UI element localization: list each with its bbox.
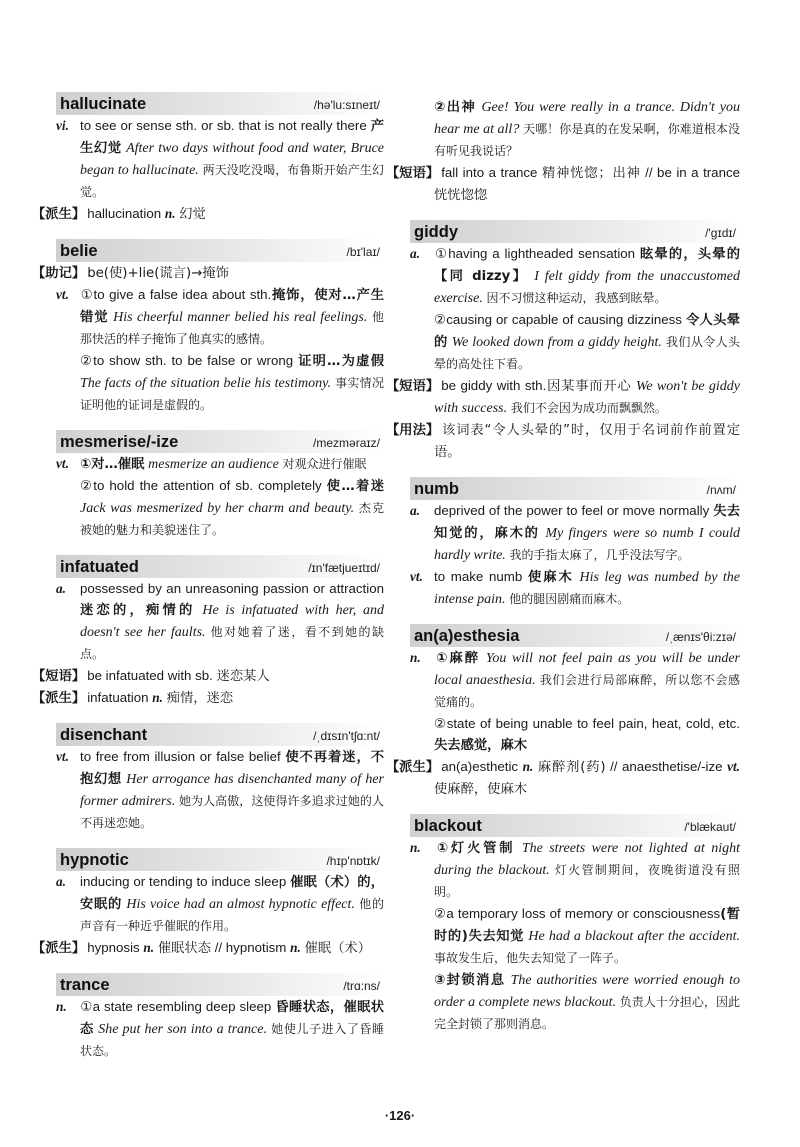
- derivation: 【派生】 an(a)esthetic n. 麻醉剂(药) // anaesthetise/-ize vt. 使麻醉，使麻木: [410, 756, 740, 800]
- phonetic: /ˌdɪsɪn'tʃɑ:nt/: [313, 729, 380, 743]
- derivation-tag: 【派生】: [32, 691, 86, 706]
- example-translation: 天哪！你是真的在发呆啊，你难道根本没有听见我说话？: [434, 122, 740, 158]
- entry-trance-continued: [386, 96, 741, 206]
- phonetic: /ˌænɪs'θi:zɪə/: [665, 630, 736, 644]
- definition-zh: 失去感觉，麻木: [434, 738, 528, 753]
- derived-word-2: hypnotism: [225, 940, 287, 955]
- example: I felt giddy from the unaccustomed exercise.: [434, 269, 740, 306]
- derived-zh: 麻醉剂(药): [537, 760, 606, 775]
- definition: ①to give a false idea about sth.: [80, 287, 272, 302]
- example: His cheerful manner belied his real feelings.: [113, 310, 368, 325]
- entry-giddy: [386, 220, 741, 463]
- example: He is infatuated with her, and doesn't see her faults.: [80, 603, 384, 640]
- headword-bar: [56, 92, 384, 115]
- definition-zh: ①对…催眠: [80, 457, 145, 472]
- phrase-tag: 【短语】: [386, 379, 440, 394]
- definition-zh: 使不再着迷，不抱幻想: [80, 750, 384, 787]
- phonetic: /ɪn'fætjueɪtɪd/: [308, 561, 380, 575]
- example: After two days without food and water, Bruce began to hallucinate.: [80, 141, 385, 178]
- sense-2: [410, 713, 740, 756]
- sense: [56, 871, 384, 937]
- example: My fingers were so numb I could hardly write.: [434, 526, 740, 563]
- definition: ②causing or capable of causing dizziness: [434, 312, 682, 327]
- sense-2: [56, 475, 384, 541]
- example-translation: 我们不会因为成功而飘飘然。: [510, 401, 667, 415]
- definition: ②state of being unable to feel pain, heat, cold, etc.: [434, 716, 740, 731]
- derived-pos: n.: [143, 940, 155, 955]
- derived-zh: 痴情，迷恋: [166, 691, 234, 706]
- example: His voice had an almost hypnotic effect.: [126, 897, 355, 912]
- example-translation: 因不习惯这种运动，我感到眩晕。: [486, 291, 667, 305]
- phonetic: /nʌm/: [706, 483, 736, 497]
- sense-1: [410, 837, 740, 903]
- definition-zh: 失去知觉的，麻木的: [434, 504, 741, 541]
- derivation-tag: 【派生】: [32, 207, 86, 222]
- derived-zh-2: 催眠（术）: [304, 941, 372, 956]
- example: Jack was mesmerized by her charm and beauty.: [80, 501, 355, 516]
- derivation: [32, 687, 384, 709]
- headword: giddy: [414, 223, 458, 241]
- right-column: [386, 96, 741, 1049]
- sense-2: [410, 96, 740, 162]
- headword: hypnotic: [60, 851, 129, 869]
- sense: [56, 578, 384, 665]
- derived-pos: n.: [522, 759, 534, 774]
- sense-1: [410, 243, 740, 309]
- definition-zh: 昏睡状态，催眠状态: [80, 1000, 384, 1037]
- phrase-text: be infatuated with sb.: [87, 668, 213, 683]
- headword-bar: [56, 555, 384, 578]
- example-translation: 对观众进行催眠: [282, 457, 367, 471]
- example-translation: 负责人十分担心，因此完全封锁了那则消息。: [434, 995, 740, 1031]
- example: Her arrogance has disenchanted many of her former admirers.: [80, 772, 384, 809]
- definition-zh: ①灯火管制: [434, 841, 516, 856]
- usage-text: 该词表“令人头晕的”时，仅用于名词前作前置定语。: [434, 423, 740, 460]
- definition-zh: (暂时的)失去知觉: [434, 907, 740, 944]
- phrase-tag: 【短语】: [32, 669, 86, 684]
- sense-1: [56, 284, 384, 350]
- example-translation: 他的声音有一种近乎催眠的作用。: [80, 897, 384, 933]
- entry-hypnotic: [32, 848, 385, 959]
- example: The facts of the situation belie his testimony.: [80, 376, 332, 391]
- phrase: [32, 665, 384, 687]
- headword-bar: [410, 477, 740, 500]
- sense-verb: [410, 566, 740, 610]
- definition-zh: ②出神: [434, 100, 477, 115]
- derived-zh-2: 使麻醉，使麻木: [434, 782, 528, 797]
- sense: [56, 746, 384, 834]
- example-translation: 她使儿子进入了昏睡状态。: [80, 1022, 384, 1058]
- derived-pos-2: n.: [290, 940, 301, 955]
- example-translation: 两天没吃没喝，布鲁斯开始产生幻觉。: [80, 163, 384, 199]
- sense-2: [410, 309, 740, 375]
- phrase-zh: 迷恋某人: [216, 669, 270, 684]
- entry-disenchant: [56, 723, 384, 834]
- part-of-speech: vt.: [56, 749, 69, 764]
- phonetic: /mezməraɪz/: [313, 436, 380, 450]
- definition: to see or sense sth. or sb. that is not really there: [80, 118, 367, 133]
- headword-bar: [410, 624, 740, 647]
- example-translation-2: 他的腿因剧痛而麻木。: [509, 592, 630, 606]
- phrase-text: be giddy with sth.: [441, 378, 547, 393]
- mnemonic-text: be(使)+lie(谎言)→掩饰: [87, 266, 229, 281]
- synonym: 【同 dizzy】: [434, 269, 529, 284]
- phonetic: /hɪp'nɒtɪk/: [326, 854, 380, 868]
- sense-2: [410, 903, 740, 969]
- definition: ①having a lightheaded sensation: [434, 246, 636, 261]
- entry-numb: [410, 477, 740, 610]
- sense-1: [56, 996, 384, 1062]
- derivation-tag: 【派生】: [32, 941, 86, 956]
- example-translation: 我的手指太麻了，几乎没法写字。: [509, 548, 690, 562]
- derived-word: hypnosis: [87, 940, 140, 955]
- headword-bar: [56, 973, 384, 996]
- part-of-speech: n.: [410, 840, 421, 855]
- definition-zh: 令人头晕的: [434, 313, 741, 350]
- derivation-tag: 【派生】: [386, 760, 440, 775]
- derived-pos: n.: [164, 206, 176, 221]
- definition: inducing or tending to induce sleep: [80, 874, 287, 889]
- definition-zh-2: 使麻木: [527, 570, 574, 585]
- example: Gee! You were really in a trance. Didn't you hear me at all?: [434, 100, 740, 137]
- part-of-speech: a.: [410, 246, 420, 261]
- headword: numb: [414, 480, 459, 498]
- headword-bar: [56, 848, 384, 871]
- phonetic: /hə'lu:sɪneɪt/: [313, 98, 380, 112]
- headword: trance: [60, 976, 110, 994]
- derived-word-2: anaesthetise/-ize: [622, 759, 723, 774]
- entry-trance: [56, 973, 384, 1062]
- example: She put her son into a trance.: [98, 1022, 267, 1037]
- phrase-text: fall into a trance: [441, 165, 538, 180]
- part-of-speech: vt.: [56, 287, 69, 302]
- definition-zh: 使…着迷: [326, 479, 385, 494]
- phrase: [386, 375, 740, 419]
- definition-zh: ③封锁消息: [434, 973, 506, 988]
- phonetic: /'gɪdɪ/: [705, 226, 736, 240]
- headword-bar: [56, 723, 384, 746]
- definition: possessed by an unreasoning passion or attraction: [80, 581, 384, 596]
- example: He had a blackout after the accident.: [528, 929, 741, 944]
- phrase-zh-2: 恍恍惚惚: [434, 188, 488, 203]
- definition-zh: 产生幻觉: [80, 119, 384, 156]
- headword: belie: [60, 242, 98, 260]
- definition-zh: 证明…为虚假: [298, 354, 384, 369]
- entry-anaesthesia: [386, 624, 740, 800]
- example: The authorities were worried enough to order a complete news blackout.: [434, 973, 740, 1010]
- sense-1: [410, 647, 740, 713]
- definition-zh: 迷恋的，痴情的: [80, 603, 196, 618]
- example-translation: 灯火管制期间，夜晚街道没有照明。: [434, 863, 740, 899]
- example-translation: 他那快活的样子掩饰了他真实的感情。: [80, 310, 384, 346]
- definition-zh: 掩饰，使对…产生错觉: [80, 288, 384, 325]
- definition-2: to make numb: [434, 569, 523, 584]
- example-translation: 他对她着了迷，看不到她的缺点。: [80, 625, 384, 661]
- derivation: [32, 203, 384, 225]
- entry-belie: [32, 239, 384, 416]
- entry-infatuated: [32, 555, 384, 709]
- headword: disenchant: [60, 726, 148, 744]
- definition: deprived of the power to feel or move normally: [434, 503, 710, 518]
- example: We won't be giddy with success.: [434, 379, 740, 416]
- phrase-text-2: be in a trance: [657, 165, 741, 180]
- definition-zh: ①麻醉: [434, 651, 481, 666]
- usage-tag: 【用法】: [386, 423, 440, 438]
- example-translation: 我们会进行局部麻醉，所以您不会感觉痛的。: [434, 673, 740, 709]
- phonetic: /'blækaut/: [684, 820, 736, 834]
- part-of-speech: vi.: [56, 118, 69, 133]
- derived-pos: n.: [152, 690, 163, 705]
- derived-word: an(a)esthetic: [441, 759, 519, 774]
- entry-blackout: [410, 814, 740, 1035]
- definition: ①a state resembling deep sleep: [80, 999, 272, 1014]
- derived-zh: 幻觉: [179, 207, 206, 222]
- example: We looked down from a giddy height.: [451, 335, 662, 350]
- sense: [56, 115, 384, 203]
- derivation: 【派生】 hypnosis n. 催眠状态 // hypnotism n. 催眠（术）: [56, 937, 384, 959]
- entry-mesmerise: [56, 430, 384, 541]
- phrase-zh: 精神恍惚；出神: [541, 166, 641, 181]
- usage: [386, 419, 740, 463]
- headword-bar: [56, 430, 384, 453]
- example: You will not feel pain as you will be under local anaesthesia.: [434, 651, 740, 688]
- sense-1: [56, 453, 384, 475]
- headword-bar: [410, 814, 740, 837]
- headword-bar: [410, 220, 740, 243]
- headword: blackout: [414, 817, 482, 835]
- phrase-tag: 【短语】: [386, 166, 440, 181]
- headword: an(a)esthesia: [414, 627, 520, 645]
- headword-bar: [56, 239, 384, 262]
- sense-2: [56, 350, 384, 416]
- example-translation: 事故发生后，他失去知觉了一阵子。: [434, 951, 627, 965]
- mnemonic-tag: 【助记】: [32, 266, 86, 281]
- example-translation: 杰克被她的魅力和美貌迷住了。: [80, 501, 384, 537]
- example: mesmerize an audience: [148, 457, 279, 472]
- definition-zh: 催眠（术）的，安眠的: [80, 875, 385, 912]
- example-2: His leg was numbed by the intense pain.: [434, 570, 741, 607]
- headword: mesmerise/-ize: [60, 433, 179, 451]
- phrase-zh: 因某事而开心: [546, 379, 632, 394]
- definition: to free from illusion or false belief: [80, 749, 281, 764]
- headword: infatuated: [60, 558, 139, 576]
- sense-3: [410, 969, 740, 1035]
- definition: ②a temporary loss of memory or consciousness: [434, 906, 721, 921]
- part-of-speech: vt.: [56, 456, 69, 471]
- example: The streets were not lighted at night during the blackout.: [434, 841, 740, 878]
- derived-word: hallucination: [87, 206, 162, 221]
- phrase: 【短语】 fall into a trance 精神恍惚；出神 // be in a trance 恍恍惚惚: [386, 165, 741, 203]
- example-translation: 她为人高傲，这使得许多追求过她的人不再迷恋她。: [80, 794, 384, 830]
- sense-adj: [410, 500, 740, 566]
- part-of-speech: a.: [56, 581, 66, 596]
- example-translation: 我们从令人头晕的高处往下看。: [434, 335, 740, 371]
- entry-hallucinate: [32, 92, 385, 225]
- example-translation: 事实情况证明他的证词是虚假的。: [80, 376, 384, 412]
- derived-word: infatuation: [87, 690, 149, 705]
- definition: ②to hold the attention of sb. completely: [80, 478, 322, 493]
- definition-zh: 眩晕的，头晕的: [639, 247, 741, 262]
- part-of-speech: n.: [56, 999, 67, 1014]
- headword: hallucinate: [60, 95, 147, 113]
- part-of-speech: a.: [410, 503, 420, 518]
- left-column: [32, 92, 385, 1076]
- definition: ②to show sth. to be false or wrong: [80, 353, 294, 368]
- mnemonic: [32, 262, 384, 284]
- page-number: ·126·: [384, 1108, 416, 1123]
- part-of-speech-2: vt.: [410, 569, 423, 584]
- phonetic: /trɑ:ns/: [343, 979, 380, 993]
- phonetic: /bɪ'laɪ/: [346, 245, 380, 259]
- part-of-speech: n.: [410, 650, 421, 665]
- derived-zh: 催眠状态: [157, 941, 211, 956]
- derived-pos-2: vt.: [727, 759, 740, 774]
- part-of-speech: a.: [56, 874, 66, 889]
